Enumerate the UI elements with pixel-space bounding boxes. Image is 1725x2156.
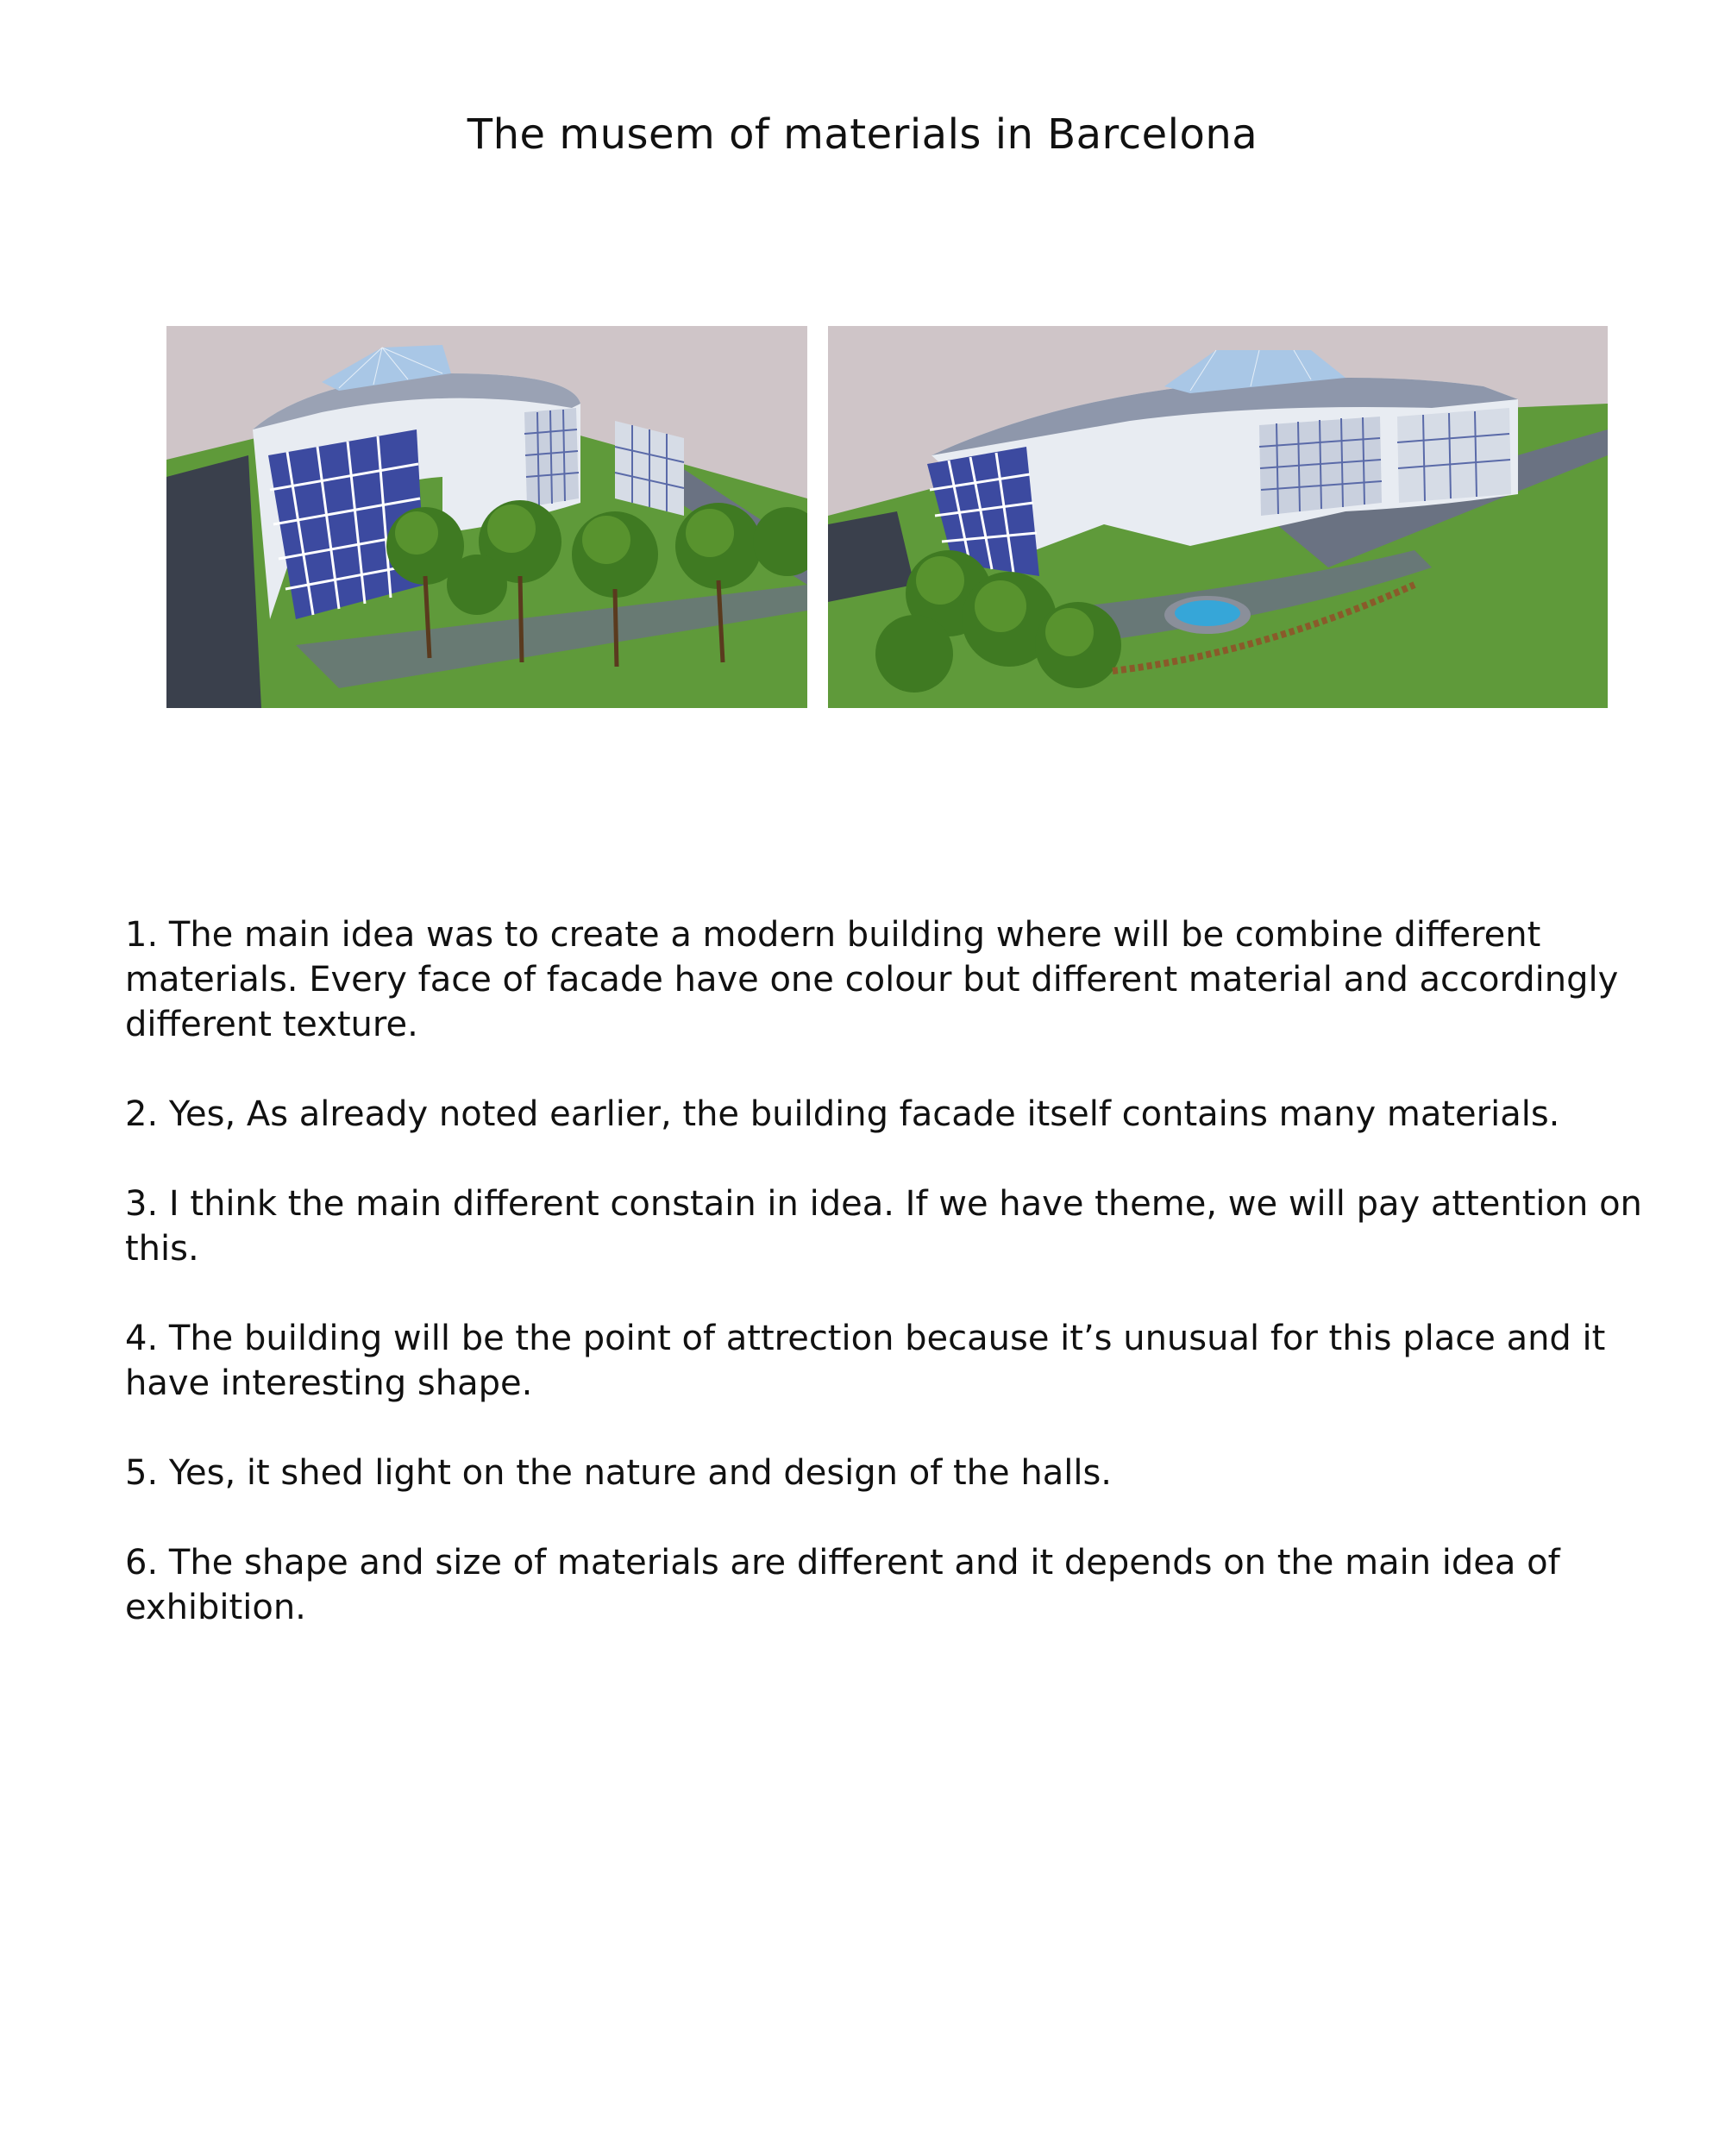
building-render-side-image xyxy=(828,326,1608,708)
answer-6: 6. The shape and size of materials are different and it depends on the main idea of exhibition. xyxy=(125,1543,1560,1627)
answer-5: 5. Yes, it shed light on the nature and design of the halls. xyxy=(125,1453,1113,1493)
answer-3: 3. I think the main different constain in idea. If we have theme, we will pay attention on this. xyxy=(125,1184,1642,1269)
answer-1: 1. The main idea was to create a modern building where will be combine different materials. Every face of facade have one colour but different material and accordingly different texture. xyxy=(125,915,1619,1044)
answers-list xyxy=(125,912,1678,1675)
answer-2: 2. Yes, As already noted earlier, the building facade itself contains many materials. xyxy=(125,1094,1560,1134)
building-render-side-view xyxy=(828,326,1608,708)
answer-4: 4. The building will be the point of attrection because it’s unusual for this place and it have interesting shape. xyxy=(125,1319,1606,1403)
building-render-front-image xyxy=(166,326,807,708)
building-render-front-view xyxy=(166,326,807,708)
page-title: The musem of materials in Barcelona xyxy=(467,110,1258,159)
